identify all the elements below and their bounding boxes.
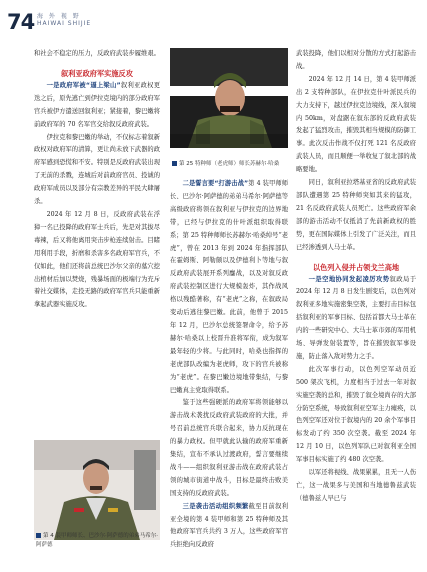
col2-para-2: 鉴于这些强硬派的政府军将领能够以游击战术袭扰反政府武装政府的大批，并号召前总统官兵联合起来，协力反抗现在的暴力政权。但甲就此认输的政府军重新集结，宣布不承认过渡政府，誓言要继续战斗——组织叙利亚游击战在政府武装占领的城市街道中战斗，目标是最终击败美国支持的反政府武装。 [170, 399, 288, 497]
col3-para-2: 同日，叙利亚拉塔基亚省的反政府武装部队遭遇第 25 特种师突如其来的猛攻，21 名反政府武装人员死亡。这些政府军余部的游击活动不仅抵消了先前新政权的胜势，更在国际媒体上引发了广泛关注，而且已经渗透到人马士革。 [296, 179, 416, 251]
column-1 [34, 48, 160, 312]
col2-para-1: 二是誓言要“打游击战”第 4 装甲师师长、巴沙尔·阿萨德的弟弟马希尔·阿萨德等高级政府将领在叙利亚与伊拉克的边界地带，已经与伊拉克的什叶派组织取得联系；第 25 特种师师长苏赫尔·哈桑绰号“老虎”，曾在 2013 年到 2024 年指挥部队在霍姆斯、阿勒颇以及伊德利卜等地与叙反政府武装展开系列鏖战，以及对叙反政府武装控制区进行大规模轰炸，其作战风格以残酷著称，有“老虎”之称，在叙政局变动后逃往黎巴嫩。此前，他曾于 2015 年 12 月，巴沙尔总统签署命令，给予苏赫尔·哈桑以上校晋升准将军衔，成为叙军最年轻的少将。与此同时，哈桑也指挥的老虎部队改编为老虎师，攻下的官兵被称为“老虎”。在黎巴嫩边境地带集结，与黎巴嫩真主党取得联系。 [170, 180, 288, 394]
caption-marker [36, 533, 41, 538]
col3-para-4: 此次军事行动，以色列空军动员近 500 架次飞机，力度相当于过去一年对叙实施空袭的总和，摧毁了叙全境尚存的大部分防空系统，导致叙利亚空军主力瘫痪，以色列空军还对位于叙境内的 20 余个军事目标发动了约 350 次空袭。截至 2024 年 12 月 10 日，以色列军队已对叙利亚全国军事目标实施了约 480 次空袭。 [296, 365, 416, 464]
col1-intro: 和社会不稳定的压力，反政府武装步履维艰。 [34, 50, 160, 57]
heading-counterattack: 叙利亚政府军实施反攻 [61, 68, 133, 78]
subheading-attacks: 三是袭击活动组织频繁 [182, 502, 249, 510]
col2-para-3: 三是袭击活动组织频繁截至目前叙利亚全境的第 4 装甲师和第 25 特种师及其他政府军官兵共约 3 万人，这些政府军官兵拒绝向反政府 [170, 502, 289, 549]
heading-golan: 以色列入侵并占领戈兰高地 [312, 262, 400, 272]
column-3 [296, 48, 416, 506]
subheading-air-ground: 一是空地协同发起凌厉攻势 [308, 275, 390, 283]
col1-para-3: 2024 年 12 月 8 日，反政府武装在浮獐一名已投降的政府军士兵后，先是对其拔尽毒辣，后又将他离用突击步枪连续射击。目睹用利用手段，折磨和杀害多名政府军官兵，不仅如此，他们还将前总统巴沙尔父亲的墓穴挖出棺材后加以焚烧，残暴场面的极端行为充斥着社交媒体，走投无路的政府军官兵只能重新拿起武器实施反攻。 [34, 210, 160, 309]
col3-intro: 武装投降，他们以相对分散的方式打起游击战。 [296, 50, 416, 70]
col1-para-2: 伊拉克和黎巴嫩的举动，不仅标志着叙新政权对政府军的清算，更让尚未放下武器的政府军感到恐慌和不安。特别是反政府武装出现了无前的杀戮，连城后对前政府官员、投诚的政府军成员以及部分有宗教差异的平民大肆屠杀。 [34, 133, 160, 206]
subheading-guerrilla: 二是誓言要“打游击战” [182, 180, 249, 187]
photo-suheil-hassan [170, 48, 288, 148]
page-number: 74 [7, 10, 35, 34]
section-title-en: HAIWAI SHIJIE [37, 20, 92, 27]
caption-photo-2: 第 4 装甲师师长、巴沙尔·阿萨德的弟弟马希尔·阿萨德 [36, 533, 158, 548]
photo-suheil-hassan-image [170, 48, 288, 148]
page-header [0, 0, 427, 44]
photo-maher-assad [34, 440, 160, 540]
column-2 [170, 178, 288, 552]
section-title-cn: 海 外 视 野 [37, 13, 81, 20]
col1-para-1: 一是政府军被“逼上梁山”叙利亚政权更迭之后，原先逃亡到伊拉克境内的部分政府军官兵被伊方遣送回叙利亚；紧接着，黎巴嫩将前政府军的 70 名军官交给叙反政府武装。 [34, 81, 160, 128]
caption-marker [172, 161, 177, 166]
subheading-forced: 一是政府军被“逼上梁山” [46, 81, 121, 89]
col3-para-5: 以军还将视线、战果累累，且无一人伤亡，这一战果多与美国和当地德鲁兹武装（德鲁兹人早已与 [296, 469, 416, 502]
col3-para-3: 一是空地协同发起凌厉攻势叙政局于 2024 年 12 月 8 日发生剧变后，以色列对叙利亚多地实施密集空袭，主要打击目标包括叙利亚的军事目标、包括首都大马士革在内的一些研究中心、大马士革市郊的军用机场、导弹发射装置等，旨在摧毁叙军事设施，防止落入敌对势力之手。 [296, 275, 417, 360]
col3-para-1: 2024 年 12 月 14 日，第 4 装甲师派出 2 支特种部队，在伊拉克什叶派民兵的大力支持下，越过伊拉克边境线，深入叙境内 50km，对盘踞在叙东部的反政府武装发起了猛烈攻击，摧毁其相当规模的防御工事。此次反击作战不仅打死 121 名反政府武装人员，而且顺便一举收复了叙北部的战略要地。 [296, 75, 416, 174]
photo-maher-assad-image [34, 440, 160, 540]
caption-photo-1: 第 25 特种师（老虎师）师长苏赫尔·哈桑 [172, 160, 292, 169]
